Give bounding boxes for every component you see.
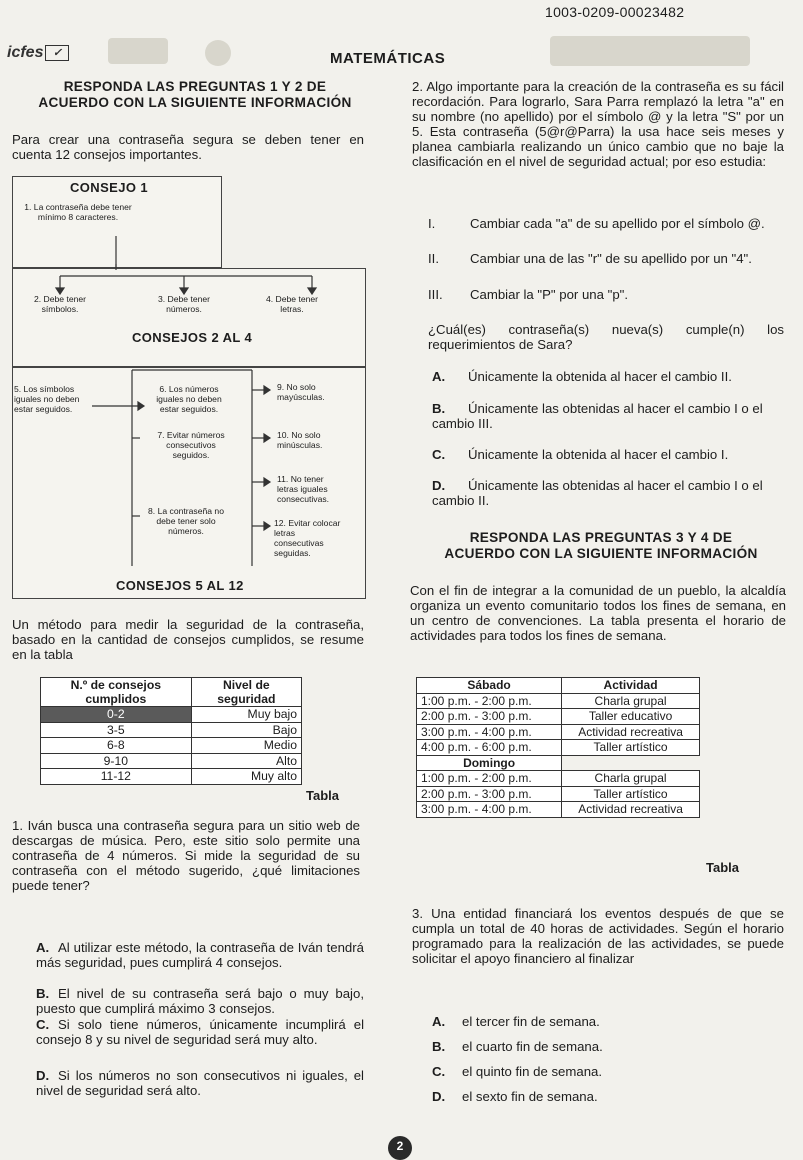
option-letter: B. <box>432 1039 446 1054</box>
advice-5: 5. Los símbolos iguales no deben estar seguidos. <box>14 384 80 414</box>
table-cell: Charla grupal <box>562 771 700 787</box>
document-id: 1003-0209-00023482 <box>545 4 685 20</box>
section1-heading-line2: ACUERDO CON LA SIGUIENTE INFORMACIÓN <box>38 95 352 110</box>
table-cell: Taller artístico <box>562 786 700 802</box>
table-cell: Medio <box>191 738 301 754</box>
table-cell: Actividad recreativa <box>562 802 700 818</box>
method-text: Un método para medir la seguridad de la contraseña, basado en la cantidad de consejos cumplidos, se resume en la tabla <box>12 617 364 662</box>
table-cell: 6-8 <box>41 738 192 754</box>
security-table-header-count: N.º de consejos cumplidos <box>41 678 192 707</box>
table-cell: 9-10 <box>41 753 192 769</box>
table-row <box>417 724 700 740</box>
logo-check-icon: ✓ <box>45 45 69 61</box>
question2-item-3 <box>428 287 784 302</box>
advice-7: 7. Evitar números consecutivos seguidos. <box>157 430 225 460</box>
header-decoration-right <box>550 36 750 66</box>
table-cell: Taller artístico <box>562 740 700 756</box>
advice-8: 8. La contraseña no debe tener solo números. <box>148 506 224 536</box>
table-row <box>417 693 700 709</box>
question3-stem: 3. Una entidad financiará los eventos después de que se cumpla un total de 40 horas de actividades. Según el horario programado para la realización de las actividades, se puede solicitar el apoyo financiero al finalizar <box>412 906 784 966</box>
option-letter: A. <box>432 369 446 384</box>
option-letter: C. <box>36 1017 50 1032</box>
question3-option-d[interactable] <box>432 1089 784 1104</box>
advice-diagram <box>12 176 374 596</box>
logo-text: icfes <box>7 44 44 61</box>
schedule-table <box>416 677 700 818</box>
table-cell: 3-5 <box>41 722 192 738</box>
table-cell: 4:00 p.m. - 6:00 p.m. <box>417 740 562 756</box>
question2-item-1 <box>428 216 784 231</box>
question1-option-b[interactable] <box>36 986 364 1016</box>
section2-heading-line1: RESPONDA LAS PREGUNTAS 3 Y 4 DE <box>469 530 733 545</box>
option-text: el quinto fin de semana. <box>462 1064 603 1079</box>
table-cell: Muy alto <box>191 769 301 785</box>
table-cell: 3:00 p.m. - 4:00 p.m. <box>417 724 562 740</box>
schedule-table-caption: Tabla <box>706 860 739 875</box>
table-cell: 3:00 p.m. - 4:00 p.m. <box>417 802 562 818</box>
advice-1: 1. La contraseña debe tener mínimo 8 caracteres. <box>24 202 132 222</box>
diagram-arrows <box>12 176 374 598</box>
option-letter: D. <box>432 478 446 493</box>
option-text: el sexto fin de semana. <box>462 1089 598 1104</box>
security-table-caption: Tabla <box>306 788 339 803</box>
advice-12: 12. Evitar colocar letras consecutivas seguidas. <box>274 518 341 558</box>
section1-intro: Para crear una contraseña segura se deben tener en cuenta 12 consejos importantes. <box>12 132 364 162</box>
table-cell-empty <box>562 755 700 771</box>
table-row <box>41 753 302 769</box>
section2-heading-line2: ACUERDO CON LA SIGUIENTE INFORMACIÓN <box>444 546 758 561</box>
question2-option-d[interactable] <box>432 478 784 508</box>
option-text: El nivel de su contraseña será bajo o muy bajo, puesto que cumplirá máximo 3 consejos. <box>36 986 364 1016</box>
table-cell: 1:00 p.m. - 2:00 p.m. <box>417 771 562 787</box>
table-row <box>417 740 700 756</box>
section2-heading <box>408 530 794 562</box>
icfes-logo <box>7 44 69 62</box>
table-cell: 11-12 <box>41 769 192 785</box>
option-letter: A. <box>432 1014 446 1029</box>
question2-stem: 2. Algo importante para la creación de la contraseña es su fácil recordación. Para lograrlo, Sara Parra remplazó la letra "a" en su nombre (no apellido) por el símbolo @ y la letra "S" por un 5. Esta contraseña (5@r@Parra) la usa hace seis meses y planea cambiarla realizando un único cambio que no baje la clasificación en el nivel de seguridad actual; por eso estudia: <box>412 79 784 169</box>
question1-option-c[interactable] <box>36 1017 364 1047</box>
question1-stem: 1. Iván busca una contraseña segura para un sitio web de descargas de música. Pero, este sitio solo permite una contraseña de 4 números. Si mide la seguridad de su contraseña con el método sugerido, ¿qué limitaciones puede tener? <box>12 818 360 893</box>
question3-option-c[interactable] <box>432 1064 784 1079</box>
option-text: Únicamente la obtenida al hacer el cambio II. <box>468 369 732 384</box>
item-text: Cambiar cada "a" de su apellido por el símbolo @. <box>470 216 765 231</box>
option-text: Si solo tiene números, únicamente incumplirá el consejo 8 y su nivel de seguridad será muy alto. <box>36 1017 364 1047</box>
header-decoration-circle <box>205 40 231 66</box>
table-cell: 2:00 p.m. - 3:00 p.m. <box>417 709 562 725</box>
question3-option-a[interactable] <box>432 1014 784 1029</box>
table-cell: Bajo <box>191 722 301 738</box>
advice-9: 9. No solo mayúsculas. <box>277 382 325 402</box>
table-row <box>41 769 302 785</box>
table-row <box>41 707 302 723</box>
option-text: Al utilizar este método, la contraseña de Iván tendrá más seguridad, pues cumplirá 4 consejos. <box>36 940 364 970</box>
security-table-header-level: Nivel de seguridad <box>191 678 301 707</box>
option-letter: C. <box>432 447 446 462</box>
advice-3: 3. Debe tener números. <box>157 294 211 314</box>
section1-heading <box>0 79 390 111</box>
item-number: I. <box>428 216 436 231</box>
table-cell: Muy bajo <box>191 707 301 723</box>
table-cell: 2:00 p.m. - 3:00 p.m. <box>417 786 562 802</box>
table-cell: Actividad recreativa <box>562 724 700 740</box>
option-letter: B. <box>432 401 446 416</box>
table-row <box>41 722 302 738</box>
table-row <box>417 771 700 787</box>
option-text: el tercer fin de semana. <box>462 1014 600 1029</box>
option-letter: C. <box>432 1064 446 1079</box>
item-text: Cambiar una de las "r" de su apellido por un "4". <box>470 251 752 266</box>
option-letter: D. <box>36 1068 50 1083</box>
advice-10: 10. No solo minúsculas. <box>277 430 323 450</box>
option-letter: D. <box>432 1089 446 1104</box>
table-cell: Charla grupal <box>562 693 700 709</box>
schedule-header-activity: Actividad <box>562 678 700 694</box>
advice-4: 4. Debe tener letras. <box>265 294 319 314</box>
table-cell: 0-2 <box>41 707 192 723</box>
table-cell: Alto <box>191 753 301 769</box>
subject-title: MATEMÁTICAS <box>330 50 446 67</box>
security-table <box>40 677 302 785</box>
consejo1-title: CONSEJO 1 <box>70 180 149 195</box>
question1-option-a[interactable] <box>36 940 364 970</box>
table-row <box>417 786 700 802</box>
option-text: el cuarto fin de semana. <box>462 1039 603 1054</box>
item-text: Cambiar la "P" por una "p". <box>470 287 628 302</box>
schedule-header-sunday: Domingo <box>417 755 562 771</box>
option-letter: B. <box>36 986 50 1001</box>
option-text: Únicamente la obtenida al hacer el cambio I. <box>468 447 729 462</box>
item-number: II. <box>428 251 439 266</box>
section1-heading-line1: RESPONDA LAS PREGUNTAS 1 Y 2 DE <box>63 79 327 94</box>
option-text: Únicamente las obtenidas al hacer el cambio I o el cambio III. <box>432 401 763 431</box>
table-cell: 1:00 p.m. - 2:00 p.m. <box>417 693 562 709</box>
question2-option-b[interactable] <box>432 401 784 431</box>
page-number: 2 <box>388 1136 412 1160</box>
item-number: III. <box>428 287 443 302</box>
table-row <box>417 802 700 818</box>
schedule-header-saturday: Sábado <box>417 678 562 694</box>
question3-option-b[interactable] <box>432 1039 784 1054</box>
table-row <box>41 738 302 754</box>
question2-question: ¿Cuál(es) contraseña(s) nueva(s) cumple(n) los requerimientos de Sara? <box>428 322 784 352</box>
consejos2-4-title: CONSEJOS 2 AL 4 <box>132 330 253 345</box>
table-row <box>417 709 700 725</box>
table-cell: Taller educativo <box>562 709 700 725</box>
section2-intro: Con el fin de integrar a la comunidad de un pueblo, la alcaldía organiza un evento comunitario todos los fines de semana, en un centro de convenciones. La tabla presenta el horario de actividades para todos los fines de semana. <box>410 583 786 643</box>
question2-option-a[interactable] <box>432 369 784 384</box>
advice-11: 11. No tener letras iguales consecutivas. <box>277 474 330 504</box>
question1-option-d[interactable] <box>36 1068 364 1098</box>
option-text: Únicamente las obtenidas al hacer el cambio I o el cambio II. <box>432 478 763 508</box>
advice-6: 6. Los números iguales no deben estar seguidos. <box>156 384 222 414</box>
advice-2: 2. Debe tener símbolos. <box>33 294 87 314</box>
option-letter: A. <box>36 940 50 955</box>
header-decoration-left <box>108 38 168 64</box>
consejos5-12-title: CONSEJOS 5 AL 12 <box>116 578 244 593</box>
question2-item-2 <box>428 251 784 266</box>
option-text: Si los números no son consecutivos ni iguales, el nivel de seguridad será alto. <box>36 1068 364 1098</box>
question2-option-c[interactable] <box>432 447 784 462</box>
